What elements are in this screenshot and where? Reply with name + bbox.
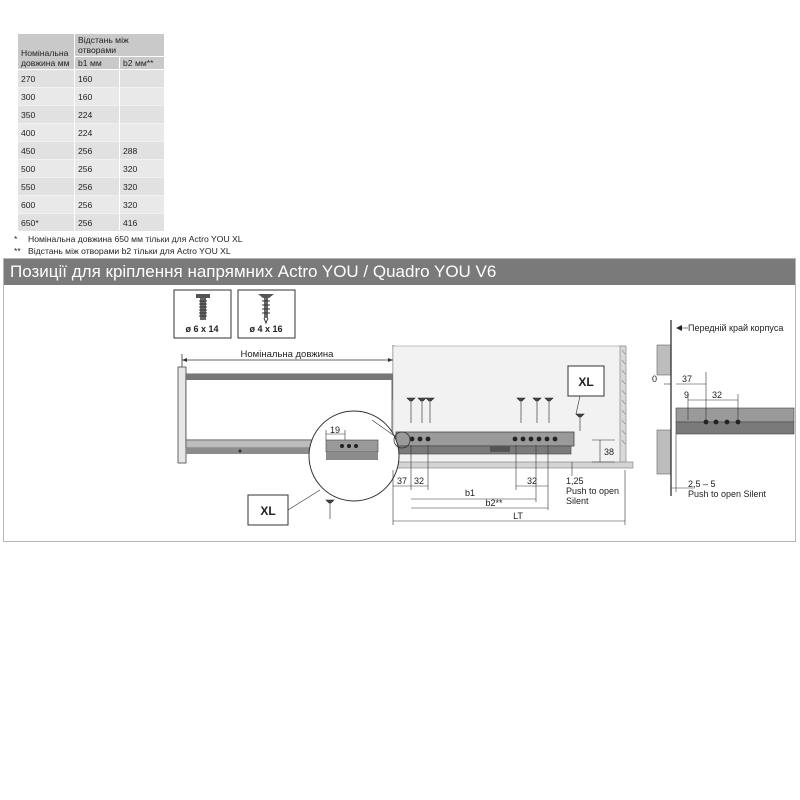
svg-text:XL: XL — [260, 504, 276, 518]
table-cell-b2: 416 — [120, 214, 165, 232]
table-cell-b1: 224 — [75, 106, 120, 124]
panel-title: Позиції для кріплення напрямних Actro YOU / Quadro YOU V6 — [4, 259, 795, 285]
dim-32: 32 — [712, 390, 723, 400]
table-cell-len: 600 — [18, 196, 75, 214]
nominal-length-label: Номінальна довжина — [240, 349, 334, 360]
table-cell-len: 550 — [18, 178, 75, 196]
dim-38: 38 — [604, 447, 615, 457]
footnote: ** Відстань між отворами b2 тільки для Actro YOU XL — [14, 246, 231, 256]
push-to-open-silent-label: Push to open Silent — [688, 489, 767, 499]
col-spacing-header: Відстань між отворами — [75, 34, 165, 57]
dim-37: 37 — [396, 476, 408, 486]
table-cell-len: 300 — [18, 88, 75, 106]
table-cell-b2: 320 — [120, 196, 165, 214]
table-cell-len: 350 — [18, 106, 75, 124]
screw-box-euro — [174, 290, 231, 338]
dim-9: 9 — [684, 390, 690, 400]
table-cell-len: 270 — [18, 70, 75, 88]
table-cell-b1: 256 — [75, 160, 120, 178]
screw-label: ø 6 x 14 — [185, 324, 219, 334]
screw-box-chipboard — [238, 290, 295, 338]
table-cell-b2: 320 — [120, 178, 165, 196]
table-cell-len: 500 — [18, 160, 75, 178]
table-cell-b1: 224 — [75, 124, 120, 142]
footnote: * Номінальна довжина 650 мм тільки для Actro YOU XL — [14, 234, 243, 244]
dim-37: 37 — [682, 374, 693, 384]
dim-32: 32 — [413, 476, 425, 486]
svg-text:XL: XL — [578, 375, 594, 389]
table-cell-b2: 320 — [120, 160, 165, 178]
col-b2-header: b2 мм** — [120, 57, 165, 70]
front-edge-label: Передній край корпуса — [688, 323, 784, 333]
dim-32: 32 — [526, 476, 538, 486]
xl-detail-label — [248, 490, 334, 525]
dim-lt: LT — [513, 511, 523, 521]
dim-1-25: 1,25 — [566, 476, 584, 486]
table-cell-b2: 288 — [120, 142, 165, 160]
table-cell-b1: 256 — [75, 196, 120, 214]
table-cell-b1: 256 — [75, 178, 120, 196]
table-cell-len: 650* — [18, 214, 75, 232]
table-cell-len: 400 — [18, 124, 75, 142]
dim-19: 19 — [330, 425, 341, 435]
dim-b1: b1 — [464, 488, 476, 498]
front-edge-side-view — [657, 320, 794, 496]
dim-b2: b2** — [485, 498, 503, 508]
runner-rail — [396, 432, 574, 454]
table-cell-len: 450 — [18, 142, 75, 160]
table-cell-b1: 256 — [75, 142, 120, 160]
silent-label: Silent — [566, 496, 589, 506]
push-to-open-label: Push to open — [566, 486, 620, 496]
table-cell-b1: 256 — [75, 214, 120, 232]
table-cell-b1: 160 — [75, 70, 120, 88]
table-cell-b1: 160 — [75, 88, 120, 106]
col-b1-header: b1 мм — [75, 57, 120, 70]
screw-label: ø 4 x 16 — [249, 324, 283, 334]
dim-0: 0 — [652, 374, 658, 384]
col-nominal-length-header: Номінальна довжина мм — [18, 34, 75, 70]
dim-2-5-5: 2,5 – 5 — [688, 479, 716, 489]
